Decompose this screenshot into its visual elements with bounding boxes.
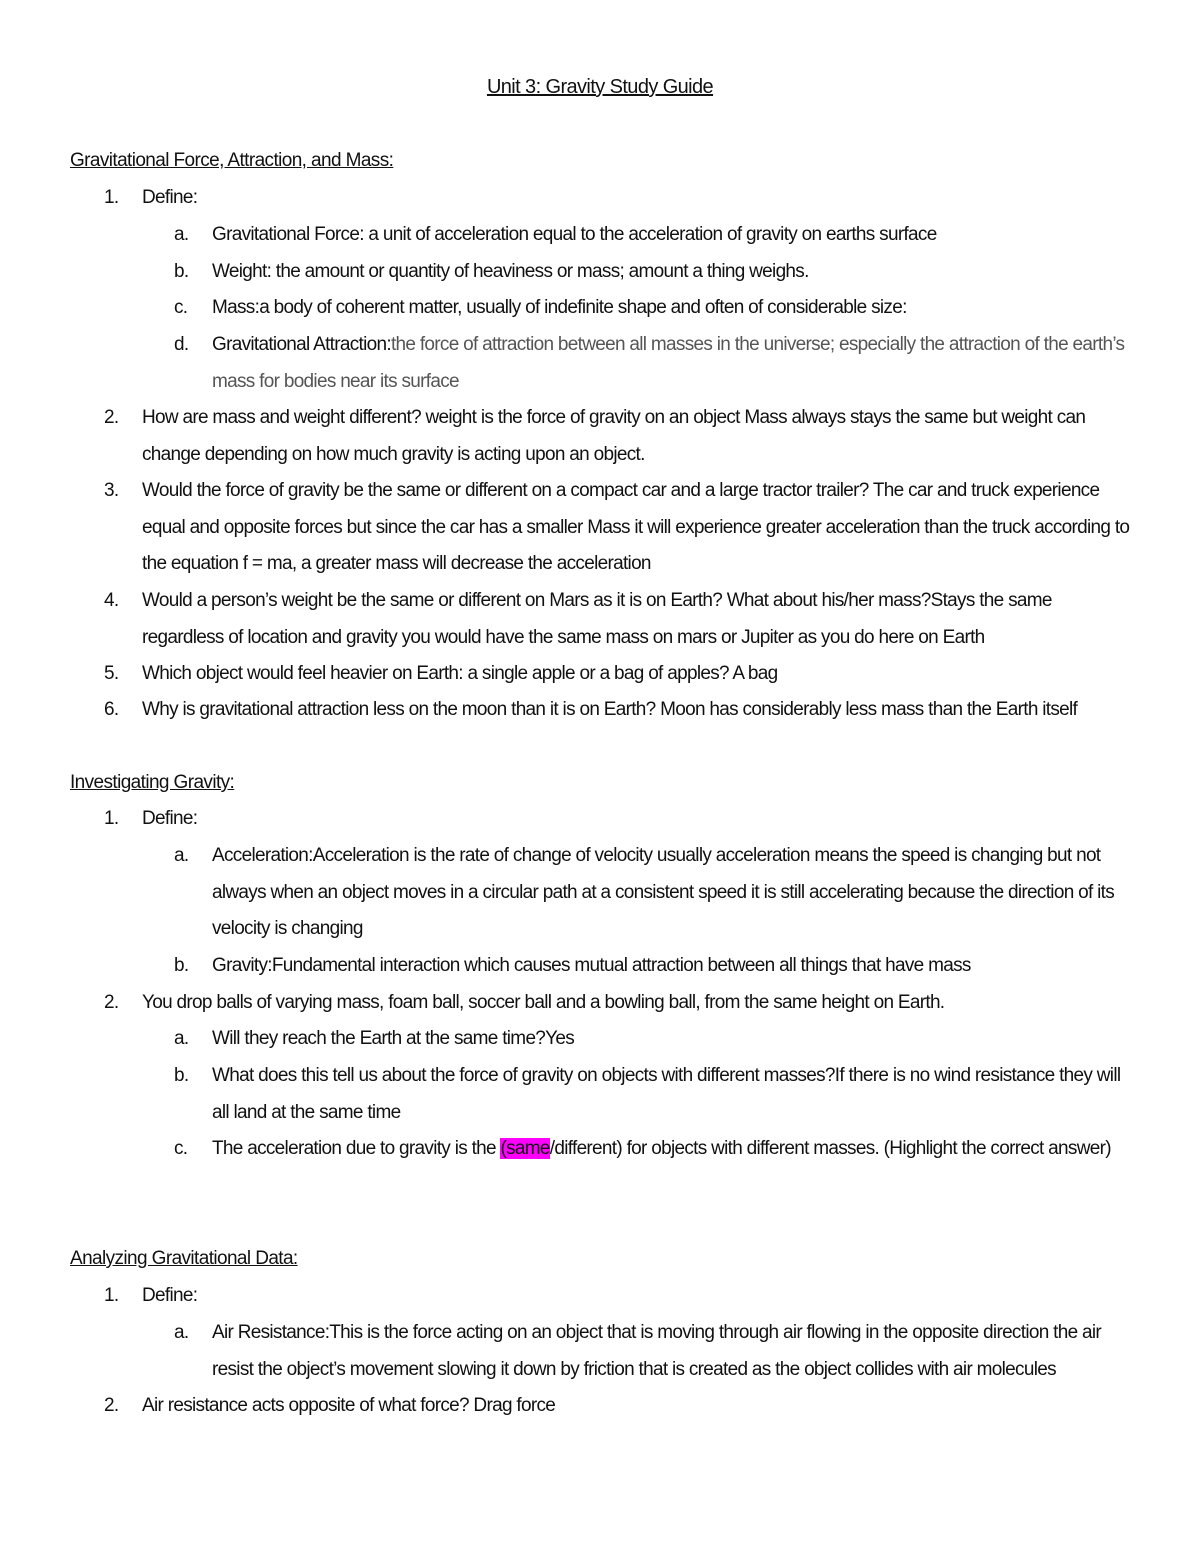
- define-label: Define:: [142, 187, 198, 208]
- list-letter: c.: [174, 1138, 188, 1159]
- subquestion-force-of-gravity: What does this tell us about the force of gravity on objects with different masses?If there is no wind resistance they will all land at the same time: [212, 1065, 1121, 1123]
- statement-text: /different) for objects with different masses. (Highlight the correct answer): [549, 1138, 1111, 1159]
- list-number: 2.: [104, 992, 119, 1013]
- subquestion-acceleration-due-to-gravity: [212, 1131, 1132, 1168]
- list-letter: a.: [174, 845, 189, 866]
- list-number: 6.: [104, 699, 119, 720]
- question-apples: Which object would feel heavier on Earth: a single apple or a bag of apples? A bag: [142, 663, 778, 684]
- definition-text: a body of coherent matter, usually of indefinite shape and often of considerable size:: [259, 297, 907, 318]
- list-number: 1.: [104, 1285, 119, 1306]
- list-letter: b.: [174, 261, 189, 282]
- definition-term: Gravity:: [212, 955, 272, 976]
- definition-term: Weight:: [212, 261, 272, 282]
- question-mass-vs-weight: How are mass and weight different? weight is the force of gravity on an object Mass always stays the same but weight can change depending on how much gravity is acting upon an object.: [142, 407, 1086, 465]
- list-letter: b.: [174, 1065, 189, 1086]
- question-car-vs-truck: Would the force of gravity be the same or different on a compact car and a large tractor trailer? The car and truck experience equal and opposite forces but since the car has a smaller Mass it will experience greater acceleration than the truck according to the equation f = ma, a greater mass will decrease the acceleration: [142, 480, 1130, 575]
- list-letter: b.: [174, 955, 189, 976]
- section-heading-investigating-gravity: Investigating Gravity:: [70, 772, 235, 793]
- list-number: 4.: [104, 590, 119, 611]
- list-letter: a.: [174, 1322, 189, 1343]
- section-heading-analyzing-data: Analyzing Gravitational Data:: [70, 1248, 298, 1269]
- page-title: Unit 3: Gravity Study Guide: [486, 76, 714, 98]
- list-letter: c.: [174, 297, 188, 318]
- list-number: 2.: [104, 1395, 119, 1416]
- question-air-resistance: Air resistance acts opposite of what force? Drag force: [142, 1395, 556, 1416]
- list-number: 1.: [104, 187, 119, 208]
- definition-term: Acceleration:: [212, 845, 313, 866]
- definition-text: Acceleration is the rate of change of velocity usually acceleration means the speed is changing but not always when an object moves in a circular path at a consistent speed it is still accelerating because the direction of its velocity is changing: [212, 845, 1115, 940]
- list-letter: a.: [174, 1028, 189, 1049]
- definition-air-resistance: [212, 1315, 1132, 1388]
- question-drop-balls: You drop balls of varying mass, foam ball, soccer ball and a bowling ball, from the same height on Earth.: [142, 992, 945, 1013]
- definition-mass: [212, 290, 1132, 327]
- question-mars-weight: Would a person’s weight be the same or different on Mars as it is on Earth? What about his/her mass?Stays the same regardless of location and gravity you would have the same mass on mars or Jupiter as you do here on Earth: [142, 590, 1052, 648]
- definition-text: Fundamental interaction which causes mutual attraction between all things that have mass: [271, 955, 971, 976]
- definition-term: Mass:: [212, 297, 260, 318]
- definition-text: the amount or quantity of heaviness or mass; amount a thing weighs.: [271, 261, 809, 282]
- list-number: 3.: [104, 480, 119, 501]
- list-letter: d.: [174, 334, 189, 355]
- definition-term: Gravitational Attraction:: [212, 334, 391, 355]
- definition-term: Gravitational Force:: [212, 224, 364, 245]
- definition-gravity: [212, 948, 1132, 985]
- definition-weight: [212, 254, 1132, 291]
- define-label: Define:: [142, 808, 198, 829]
- definition-text: This is the force acting on an object that is moving through air flowing in the opposite direction the air resist the object’s movement slowing it down by friction that is created as the object collides with air molecules: [212, 1322, 1102, 1380]
- question-moon: Why is gravitational attraction less on the moon than it is on Earth? Moon has considerably less mass than the Earth itself: [142, 699, 1078, 720]
- definition-gravitational-attraction: [212, 327, 1132, 400]
- subquestion-same-time: Will they reach the Earth at the same time?Yes: [212, 1028, 575, 1049]
- highlighted-answer: (same: [500, 1138, 550, 1159]
- list-number: 2.: [104, 407, 119, 428]
- list-number: 5.: [104, 663, 119, 684]
- list-letter: a.: [174, 224, 189, 245]
- define-label: Define:: [142, 1285, 198, 1306]
- definition-acceleration: [212, 838, 1132, 948]
- definition-text: a unit of acceleration equal to the acceleration of gravity on earths surface: [363, 224, 937, 245]
- list-number: 1.: [104, 808, 119, 829]
- definition-gravitational-force: [212, 217, 1132, 254]
- definition-text: the force of attraction between all masses in the universe; especially the attraction of the earth’s mass for bodies near its surface: [212, 334, 1125, 392]
- definition-term: Air Resistance:: [212, 1322, 330, 1343]
- section-heading-gravitational-force: Gravitational Force, Attraction, and Mass:: [70, 150, 394, 171]
- statement-text: The acceleration due to gravity is the: [212, 1138, 501, 1159]
